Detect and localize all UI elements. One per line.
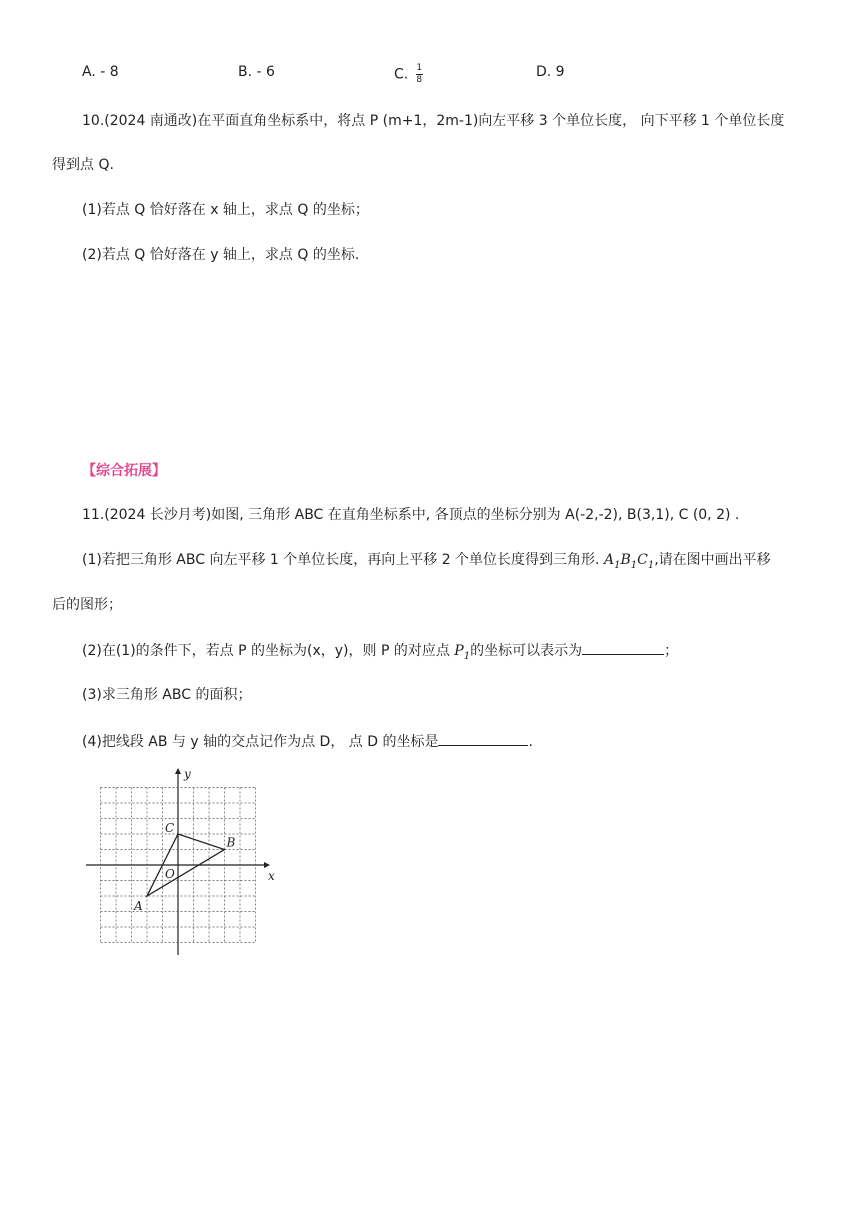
q11-part1-text-b: ,请在图中画出平移 (654, 552, 771, 568)
q11-part2-text: (2)在(1)的条件下，若点 P 的坐标为(x，y)，则 P 的对应点 (82, 643, 455, 659)
point-a-label: A (134, 899, 143, 913)
fraction-denominator: 8 (416, 75, 423, 85)
option-a: A. - 8 (82, 64, 119, 80)
q11-part4-text: (4)把线段 AB 与 y 轴的交点记作为点 D， 点 D 的坐标是 (82, 734, 439, 750)
q11-part1-cont: 后的图形； (52, 597, 122, 613)
section-title: 【综合拓展】 (82, 463, 166, 479)
q11-part2 (82, 640, 678, 667)
option-c-fraction (416, 64, 423, 85)
q11-part4 (82, 731, 533, 752)
fraction-numerator: 1 (416, 63, 423, 73)
y-axis-arrow (175, 768, 181, 774)
option-c (394, 64, 423, 85)
q10-stem-line2: 得到点 Q. (52, 157, 114, 173)
answer-blank-d[interactable] (438, 731, 528, 746)
q11-stem: 11.(2024 长沙月考)如图, 三角形 ABC 在直角坐标系中, 各顶点的坐标分别为 A(-2,-2), B(3,1), C (0, 2) . (82, 507, 740, 523)
option-b: B. - 6 (238, 64, 275, 80)
q11-part2-end: ； (664, 643, 679, 659)
y-axis-label: y (184, 767, 191, 781)
q10-part2: (2)若点 Q 恰好落在 y 轴上，求点 Q 的坐标. (82, 247, 360, 263)
coordinate-figure (82, 762, 282, 962)
point-b-label: B (226, 835, 236, 850)
q11-part1-text: (1)若把三角形 ABC 向左平移 1 个单位长度，再向上平移 2 个单位长度得到三角形. (82, 552, 604, 568)
symbol-a1: $A_1B_1C_1$ (603, 552, 655, 571)
symbol-p1: $P_1$ (454, 643, 471, 662)
option-d: D. 9 (536, 64, 565, 80)
option-c-prefix: C. (394, 66, 409, 83)
q10-part1: (1)若点 Q 恰好落在 x 轴上，求点 Q 的坐标； (82, 202, 369, 218)
q11-part2-text-b: 的坐标可以表示为 (470, 643, 583, 659)
x-axis-label: x (268, 869, 275, 883)
x-axis-arrow (264, 862, 270, 868)
point-c-label: C (165, 821, 175, 835)
q11-part1 (82, 550, 771, 576)
q11-part4-end: . (528, 734, 533, 750)
q11-part3: (3)求三角形 ABC 的面积； (82, 687, 252, 703)
origin-label: O (165, 867, 175, 881)
q10-stem-line1: 10.(2024 南通改)在平面直角坐标系中，将点 P (m+1，2m-1)向左平移 3 个单位长度， 向下平移 1 个单位长度 (82, 113, 785, 129)
answer-blank-p1[interactable] (582, 640, 664, 655)
